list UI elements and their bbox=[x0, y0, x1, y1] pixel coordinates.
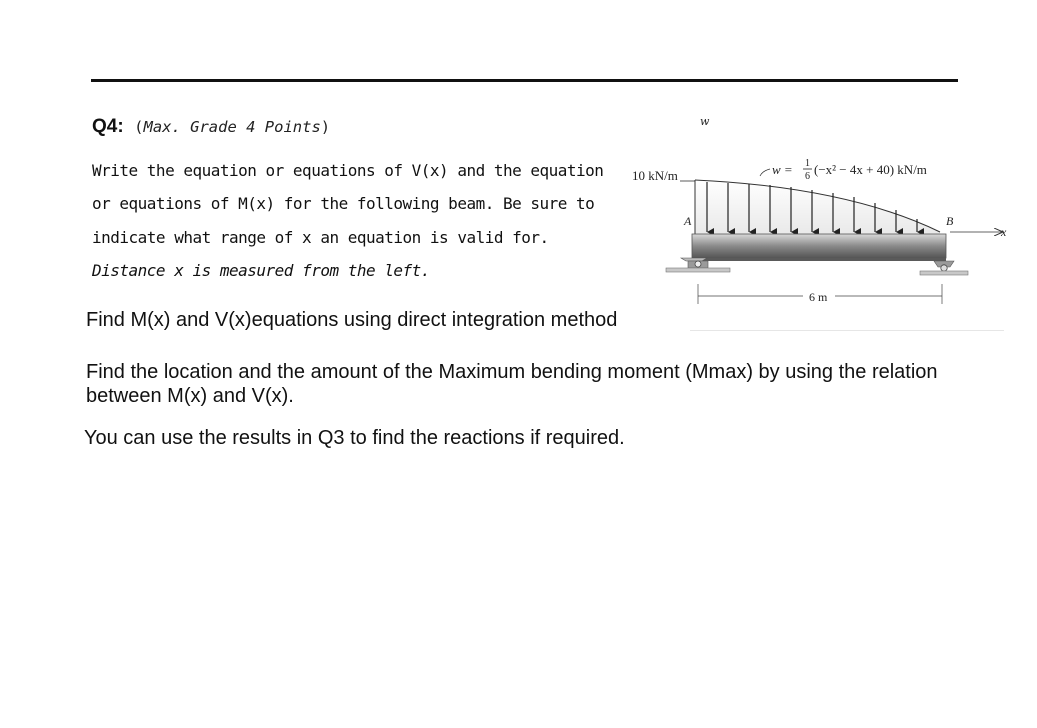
beam-figure bbox=[620, 108, 1010, 330]
load-area bbox=[695, 180, 940, 234]
equation-body: (−x² − 4x + 40) kN/m bbox=[814, 162, 927, 177]
equation-leader bbox=[760, 169, 770, 176]
question-grade bbox=[134, 118, 330, 136]
top-rule bbox=[91, 79, 958, 82]
equation-denominator: 6 bbox=[805, 171, 810, 182]
equation-prefix: w = bbox=[772, 162, 793, 177]
question-number: Q4: bbox=[92, 116, 124, 137]
load-equation bbox=[772, 162, 793, 177]
question-line-3: indicate what range of x an equation is valid for. bbox=[92, 228, 549, 247]
figure-top-label: w bbox=[700, 115, 710, 128]
question-header bbox=[92, 116, 330, 138]
support-a-label: A bbox=[684, 214, 692, 228]
task-3: You can use the results in Q3 to find the reactions if required. bbox=[84, 427, 625, 449]
x-axis-label: x bbox=[1001, 225, 1007, 239]
span-label: 6 m bbox=[809, 290, 828, 304]
figure-underline bbox=[690, 330, 1004, 331]
grade-text: Max. Grade 4 Points bbox=[143, 118, 321, 136]
beam-diagram bbox=[620, 108, 1010, 330]
beam-flange bbox=[692, 258, 946, 261]
equation-numerator: 1 bbox=[805, 158, 810, 169]
task-2: Find the location and the amount of the Maximum bending moment (Mmax) by using the relation between M(x) and V(x). bbox=[86, 361, 938, 407]
grade-close-paren: ) bbox=[320, 118, 331, 136]
question-line-2: or equations of M(x) for the following beam. Be sure to bbox=[92, 194, 595, 213]
beam bbox=[692, 234, 946, 258]
support-b-label: B bbox=[946, 214, 954, 228]
grade-open-paren: ( bbox=[134, 118, 144, 136]
question-note: Distance x is measured from the left. bbox=[92, 261, 430, 280]
left-load-label: 10 kN/m bbox=[632, 168, 678, 183]
roller-support-b bbox=[920, 261, 968, 275]
question-line-1: Write the equation or equations of V(x) and the equation bbox=[92, 161, 604, 180]
task-1: Find M(x) and V(x)equations using direct integration method bbox=[86, 309, 618, 331]
